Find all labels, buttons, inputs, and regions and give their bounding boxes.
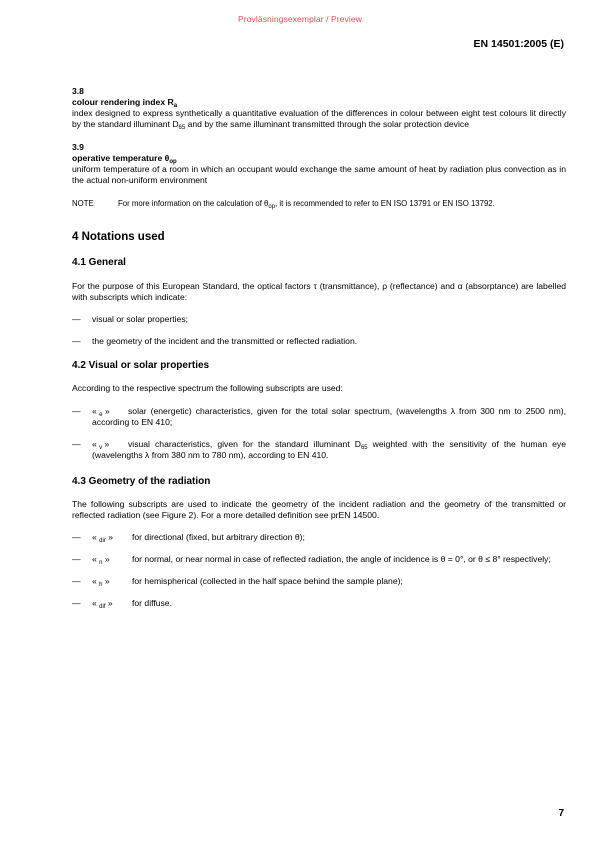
page-number: 7: [558, 808, 564, 819]
term-number: 3.8: [72, 86, 84, 96]
section-heading-4: 4 Notations used: [72, 231, 165, 243]
dash-marker: —: [72, 532, 81, 542]
list-item: — « $_n$ » for normal, or near normal in case of reflected radiation, the angle of incidence is θ = 0°, or θ ≤ 8° respectively;: [72, 554, 551, 566]
dash-marker: —: [72, 576, 81, 586]
term-number: 3.9: [72, 142, 84, 152]
note-label: NOTE: [72, 199, 94, 208]
visual-solar-intro: According to the respective spectrum the following subscripts are used:: [72, 383, 343, 393]
dash-marker: —: [72, 314, 81, 324]
note: [72, 198, 566, 209]
list-item: — « $_v$ » visual characteristics, given for the standard illuminant $D_{65}$ weighted with the sensitivity of the human eye (wavelengths λ from 380 nm to 780 nm), according to EN 410.: [72, 439, 566, 460]
section-heading-4-2: 4.2 Visual or solar properties: [72, 360, 210, 371]
dash-marker: —: [72, 406, 81, 416]
page-content: [72, 86, 566, 609]
general-intro: For the purpose of this European Standard, the optical factors τ (transmittance), ρ (reflectance) and α (absorptance) are labelled with subscripts which indicate:: [72, 281, 566, 302]
dash-marker: —: [72, 598, 81, 608]
section-heading-4-1: 4.1 General: [72, 257, 126, 268]
geometry-intro: The following subscripts are used to indicate the geometry of the incident radiation and the geometry of the transmitted or reflected radiation (see Figure 2). For a more detailed definition see prEN 14500.: [72, 499, 566, 520]
list-item: — « $_e$ » solar (energetic) characteristics, given for the total solar spectrum, (wavelengths λ from 300 nm to 2500 nm), according to EN 410;: [72, 406, 566, 427]
list-item: — « $_{dif}$ » for diffuse.: [72, 598, 172, 610]
list-item: — the geometry of the incident and the transmitted or reflected radiation.: [72, 336, 358, 346]
term-definition: index designed to express synthetically a quantitative evaluation of the differences in colour between eight test colours lit directly by the standard illuminant $D_{65}$ and by the same illuminant transmitted through the solar protection device: [72, 108, 566, 131]
dash-marker: —: [72, 554, 81, 564]
dash-marker: —: [72, 336, 81, 346]
section-heading-4-3: 4.3 Geometry of the radiation: [72, 476, 211, 487]
term-title: colour rendering index $R_a$: [72, 97, 178, 109]
document-id: EN 14501:2005 (E): [473, 38, 564, 50]
dash-marker: —: [72, 439, 81, 449]
term-3-9: [72, 142, 566, 186]
note-text: For more information on the calculation of $\theta_{op}$, it is recommended to refer to EN ISO 13791 or EN ISO 13792.: [118, 199, 495, 210]
term-title: operative temperature $\theta_{op}$: [72, 153, 177, 165]
list-item: — « $_{dir}$ » for directional (fixed, but arbitrary direction θ);: [72, 532, 305, 544]
list-item: — visual or solar properties;: [72, 314, 189, 324]
list-item: — « $_h$ » for hemispherical (collected in the half space behind the sample plane);: [72, 576, 403, 588]
term-3-8: [72, 86, 566, 130]
term-definition: uniform temperature of a room in which an occupant would exchange the same amount of heat by radiation plus convection as in the actual non-uniform environment: [72, 164, 566, 185]
preview-watermark: Provläsningsexemplar / Preview: [238, 14, 362, 24]
